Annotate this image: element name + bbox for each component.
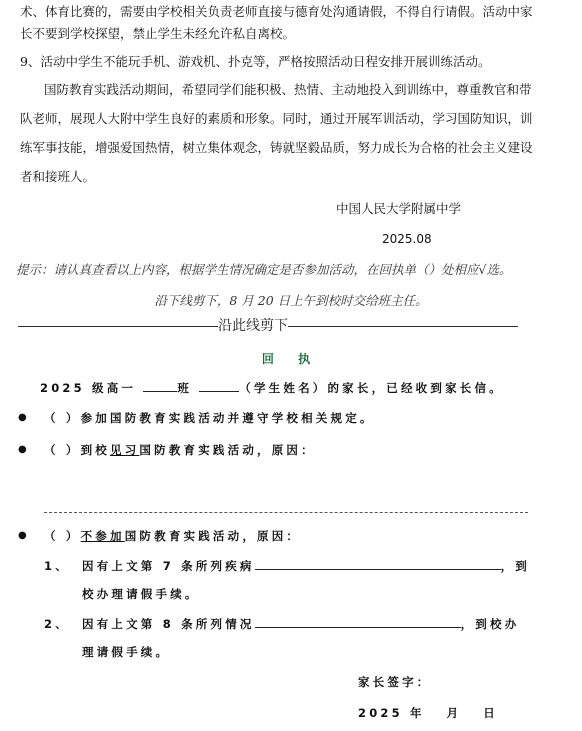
parent-signature-label: 家长签字： — [358, 675, 432, 689]
option-absent-checkbox[interactable]: （ ） — [44, 529, 81, 543]
option-absent-text: 国防教育实践活动，原因： — [124, 529, 302, 543]
option-observe-checkbox[interactable]: （ ）到校 — [44, 443, 111, 457]
reason-input-line[interactable] — [44, 512, 528, 513]
notice-paragraph-line: 长不要到学校探望，禁止学生未经允许私自离校。 — [20, 26, 296, 41]
notice-date: 2025.08 — [382, 232, 432, 246]
notice-paragraph-line: 术、体育比赛的，需要由学校相关负责老师直接与德育处沟通请假，不得自行请假。活动中家 — [20, 4, 533, 19]
deadline-text: 沿下线剪下，8 月 20 日上午到校时交给班主任。 — [154, 293, 428, 308]
option-attend[interactable]: （ ）参加国防教育实践活动并遵守学校相关规定。 — [44, 411, 375, 425]
cut-dashes-left — [18, 326, 218, 327]
illness-field[interactable] — [255, 556, 501, 570]
rule-item-9: 9、活动中学生不能玩手机、游戏机、扑克等，严格按照活动日程安排开展训练活动。 — [20, 54, 491, 69]
option-absent-keyword: 不参加 — [80, 529, 125, 543]
cut-dashes-right — [288, 326, 518, 327]
sub-reason-2-end: ，到校办 — [460, 617, 520, 631]
sub-reason-1 — [82, 556, 530, 576]
reply-title: 回 执 — [261, 352, 321, 366]
sub-reason-2-number: 2、 — [44, 617, 70, 631]
option-observe-text: 国防教育实践活动，原因： — [139, 443, 316, 457]
cut-line — [18, 315, 570, 337]
situation-field[interactable] — [255, 614, 461, 628]
cut-line-label: 沿此线剪下 — [218, 318, 288, 334]
reply-acknowledgement — [40, 378, 504, 398]
option-observe-keyword: 见习 — [110, 443, 140, 457]
closing-paragraph-line: 队老师，展现人大附中学生良好的素质和形象。同时，通过开展军训活动，学习国防知识，训 — [20, 111, 533, 126]
bullet-icon: ● — [18, 412, 27, 423]
class-label: 班 — [177, 381, 193, 395]
bullet-icon: ● — [18, 444, 27, 455]
closing-paragraph-line: 者和接班人。 — [20, 169, 96, 184]
student-name-field[interactable] — [199, 378, 239, 392]
option-observe[interactable] — [44, 440, 316, 460]
bullet-icon: ● — [18, 530, 27, 541]
hint-text: 提示：请认真查看以上内容，根据学生情况确定是否参加活动，在回执单（）处相应√选。 — [16, 262, 512, 277]
sub-reason-1-number: 1、 — [44, 559, 70, 573]
closing-paragraph-line: 练军事技能，增强爱国热情，树立集体观念，铸就坚毅品质，努力成长为合格的社会主义建设 — [20, 140, 533, 155]
sub-reason-1-end: ，到 — [500, 559, 531, 573]
sub-reason-2-continued: 理请假手续。 — [82, 645, 171, 659]
option-absent[interactable] — [44, 526, 301, 546]
sub-reason-1-text: 因有上文第 7 条所列疾病 — [82, 559, 255, 573]
school-name: 中国人民大学附属中学 — [336, 201, 462, 216]
sub-reason-2 — [82, 614, 519, 634]
acknowledgement-text: （学生姓名）的家长，已经收到家长信。 — [239, 381, 504, 395]
signature-date[interactable]: 2025 年 月 日 — [358, 706, 498, 720]
grade-label: 2025 级高一 — [40, 381, 137, 395]
class-number-field[interactable] — [143, 378, 177, 392]
sub-reason-2-text: 因有上文第 8 条所列情况 — [82, 617, 255, 631]
sub-reason-1-continued: 校办理请假手续。 — [82, 587, 200, 601]
closing-paragraph-line: 国防教育实践活动期间，希望同学们能积极、热情、主动地投入到训练中，尊重教官和带 — [44, 82, 532, 97]
